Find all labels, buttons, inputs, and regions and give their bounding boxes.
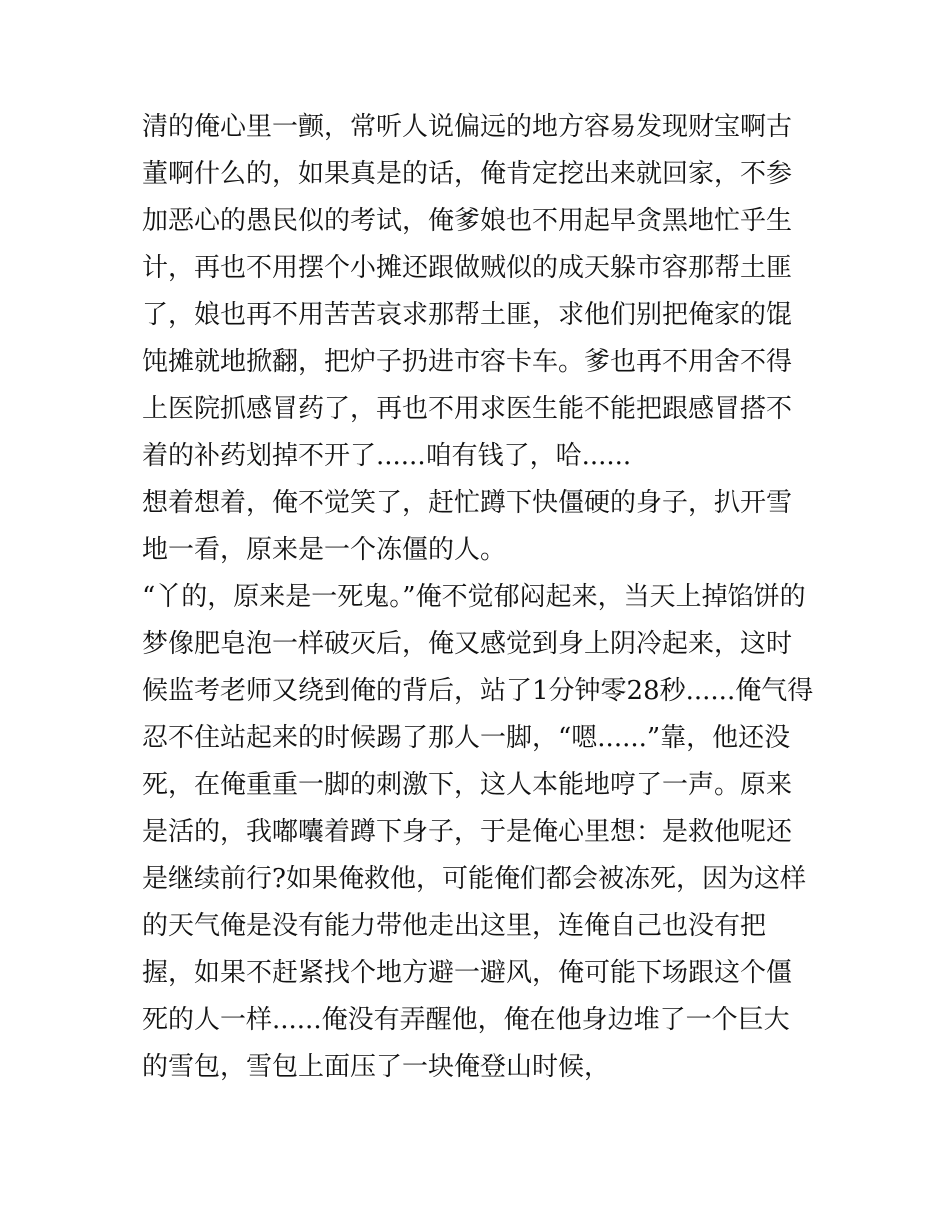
paragraph-3: “丫的，原来是一死鬼。”俺不觉郁闷起来，当天上掉馅饼的梦像肥皂泡一样破灭后，俺又感觉到身上阴冷起来，这时候监考老师又绕到俺的背后，站了1分钟零28秒......俺气得忍不住站起来的时候踢了那人一脚，“嗯......”靠，他还没死，在俺重重一脚的刺激下，这人本能地哼了一声。原来是活的，我嘟囔着蹲下身子，于是俺心里想：是救他呢还是继续前行?如果俺救他，可能俺们都会被冻死，因为这样的天气俺是没有能力带他走出这里，连俺自己也没有把握，如果不赶紧找个地方避一避风，俺可能下场跟这个僵死的人一样......俺没有弄醒他，俺在他身边堆了一个巨大的雪包，雪包上面压了一块俺登山时候， [142,582,814,1082]
document-body [142,104,814,1091]
paragraph-1: 清的俺心里一颤，常听人说偏远的地方容易发现财宝啊古董啊什么的，如果真是的话，俺肯定挖出来就回家，不参加恶心的愚民似的考试，俺爹娘也不用起早贪黑地忙乎生计，再也不用摆个小摊还跟做贼似的成天躲市容那帮土匪了，娘也再不用苦苦哀求那帮土匪，求他们别把俺家的馄饨摊就地掀翻，把炉子扔进市容卡车。爹也再不用舍不得上医院抓感冒药了，再也不用求医生能不能把跟感冒搭不着的补药划掉不开了......咱有钱了，哈...... [142,112,793,471]
paragraph-2: 想着想着，俺不觉笑了，赶忙蹲下快僵硬的身子，扒开雪地一看，原来是一个冻僵的人。 [142,488,793,565]
